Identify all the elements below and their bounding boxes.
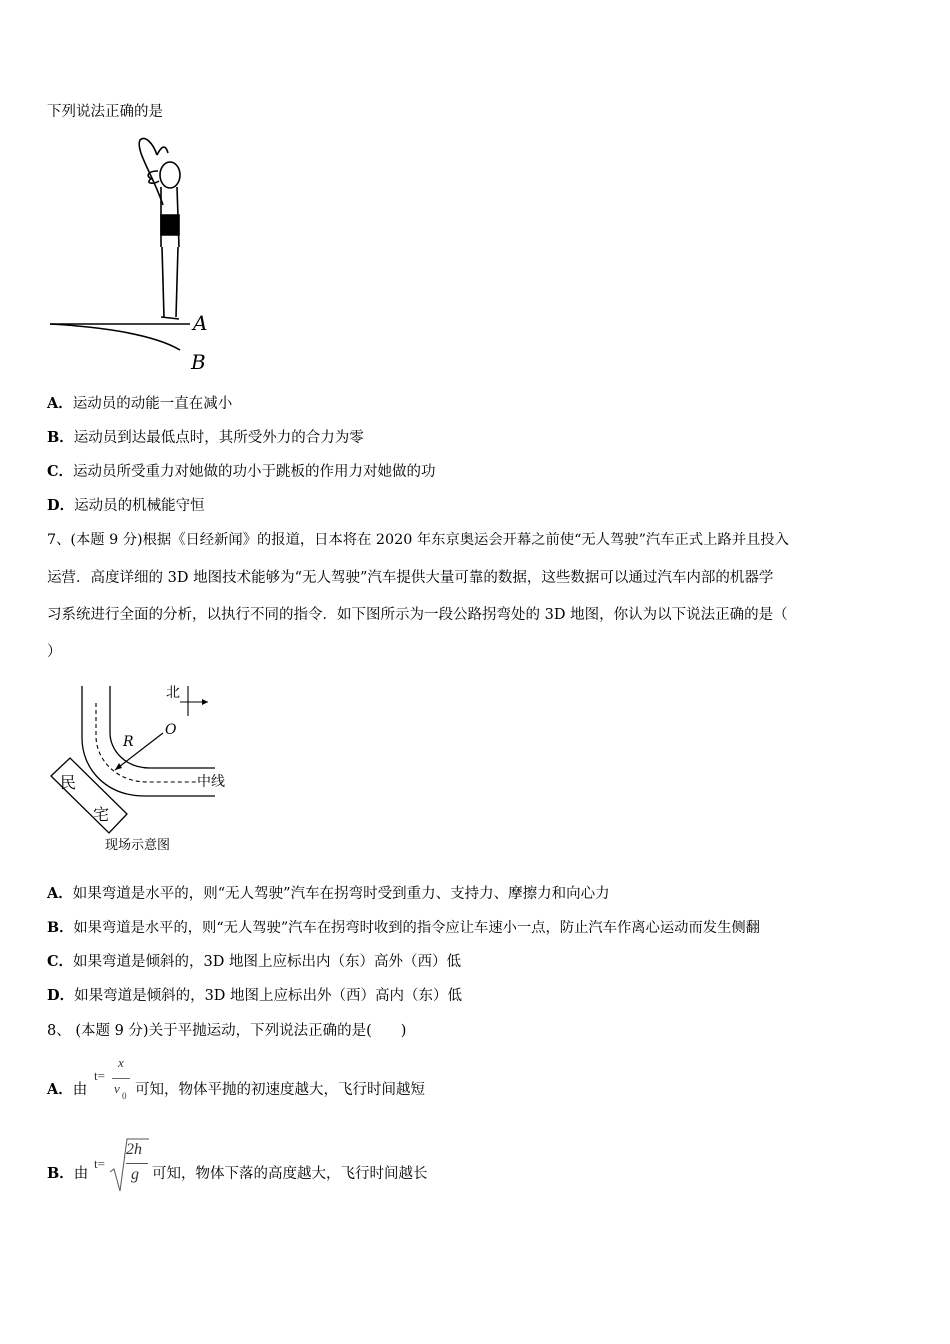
north-label: 北 bbox=[166, 685, 180, 701]
q7-stem-line2: 运营．高度详细的 3D 地图技术能够为“无人驾驶”汽车提供大量可靠的数据，这些数据可以通过汽车内部的机器学 bbox=[47, 570, 774, 586]
q7-option-d: D．如果弯道是倾斜的，3D 地图上应标出外（西）高内（东）低 bbox=[47, 987, 463, 1004]
diver-drawing bbox=[139, 138, 180, 319]
q7-option-a: A．如果弯道是水平的，则“无人驾驶”汽车在拐弯时受到重力、支持力、摩擦力和向心力 bbox=[47, 885, 610, 902]
formula-a: t= x v 0 bbox=[94, 1055, 134, 1105]
q6-option-b: B．运动员到达最低点时，其所受外力的合力为零 bbox=[47, 429, 364, 446]
q6-option-c: C．运动员所受重力对她做的功小于跳板的作用力对她做的功 bbox=[47, 463, 436, 480]
q6-option-d: D．运动员的机械能守恒 bbox=[47, 497, 205, 514]
figure-caption: 现场示意图 bbox=[105, 838, 171, 853]
q7-option-b: B．如果弯道是水平的，则“无人驾驶”汽车在拐弯时收到的指令应让车速小一点，防止汽车作离心运动而发生侧翻 bbox=[47, 920, 760, 936]
intro-text: 下列说法正确的是 bbox=[47, 104, 163, 120]
label-b: B bbox=[191, 350, 206, 374]
q7-stem-line4: ） bbox=[47, 644, 62, 660]
road-inner-edge bbox=[110, 686, 215, 768]
road-map-figure bbox=[45, 678, 240, 856]
r-label: R bbox=[123, 734, 134, 750]
q6-option-a: A．运动员的动能一直在减小 bbox=[47, 395, 233, 412]
q8-option-a: A．由 bbox=[47, 1081, 88, 1098]
formula-b: t= 2h g bbox=[94, 1136, 152, 1194]
diving-board-figure bbox=[45, 135, 220, 375]
q7-option-c: C．如果弯道是倾斜的，3D 地图上应标出内（东）高外（西）低 bbox=[47, 953, 462, 970]
q8-option-b: B．由 bbox=[47, 1165, 89, 1182]
board-b bbox=[50, 324, 180, 350]
o-label: O bbox=[165, 722, 177, 738]
q8-stem: 8、 (本题 9 分)关于平抛运动，下列说法正确的是( ) bbox=[47, 1023, 407, 1039]
house-char-1: 民 bbox=[60, 773, 77, 792]
center-line-label: 中线 bbox=[197, 774, 225, 790]
q8-option-b-text: 可知，物体下落的高度越大，飞行时间越长 bbox=[152, 1166, 428, 1182]
q7-stem-line3: 习系统进行全面的分析，以执行不同的指令．如下图所示为一段公路拐弯处的 3D 地图，你认为以下说法正确的是（ bbox=[47, 607, 788, 623]
q8-option-a-text: 可知，物体平抛的初速度越大，飞行时间越短 bbox=[135, 1082, 425, 1098]
house-char-2: 宅 bbox=[93, 805, 110, 824]
q7-stem-line1: 7、(本题 9 分)根据《日经新闻》的报道，日本将在 2020 年东京奥运会开幕之前使“无人驾驶”汽车正式上路并且投入 bbox=[47, 532, 789, 548]
label-a: A bbox=[193, 311, 208, 335]
